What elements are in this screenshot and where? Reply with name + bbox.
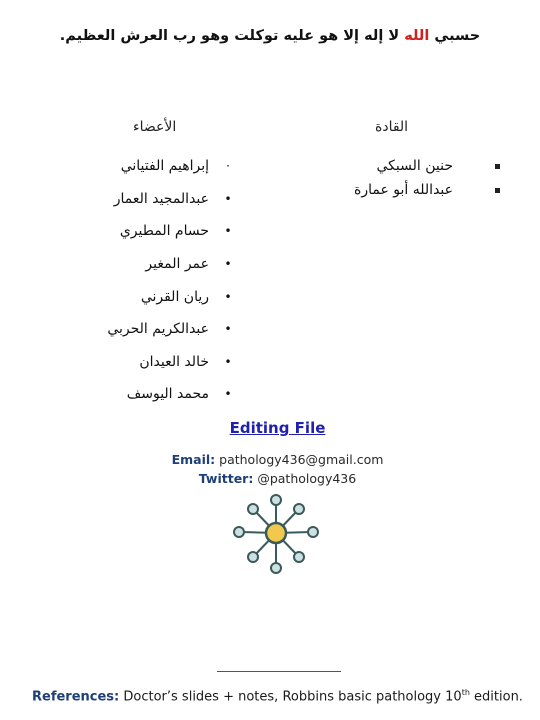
- square-bullet-icon: [495, 164, 500, 169]
- list-item: [354, 154, 500, 178]
- round-bullet-icon: •: [224, 224, 232, 239]
- editing-file-link[interactable]: Editing File: [229, 419, 326, 437]
- leaders-heading: القادة: [375, 119, 409, 135]
- references-superscript: th: [461, 688, 470, 697]
- dua-after: لا إله إلا هو عليه توكلت وهو رب العرش العظيم.: [59, 28, 400, 44]
- member-name: عبدالكريم الحربي: [107, 321, 209, 338]
- list-item: [107, 378, 235, 411]
- dua-heading: [0, 28, 540, 44]
- member-name: ريان القرني: [140, 288, 209, 305]
- round-bullet-icon: •: [224, 191, 232, 206]
- list-item: [354, 178, 500, 202]
- twitter-line: [0, 471, 540, 486]
- references-line: [32, 688, 532, 704]
- list-item: [107, 313, 235, 346]
- list-item: [107, 248, 235, 281]
- round-bullet-icon: •: [224, 387, 232, 402]
- dot-bullet-icon: ·: [226, 159, 230, 174]
- member-name: محمد اليوسف: [126, 386, 209, 403]
- dua-before: حسبي: [434, 28, 481, 44]
- network-hub-icon: [226, 490, 326, 580]
- round-bullet-icon: •: [224, 289, 232, 304]
- round-bullet-icon: •: [224, 354, 232, 369]
- list-item: [107, 280, 235, 313]
- leader-name: عبدالله أبو عمارة: [354, 182, 453, 198]
- references-text: Doctor’s slides + notes, Robbins basic pathology 10: [123, 689, 462, 705]
- list-item: [107, 215, 235, 248]
- members-heading: الأعضاء: [133, 119, 177, 135]
- list-item: [107, 150, 235, 183]
- email-address[interactable]: pathology436@gmail.com: [219, 452, 384, 467]
- round-bullet-icon: •: [224, 322, 232, 337]
- references-end: edition.: [469, 689, 523, 705]
- list-item: [107, 183, 235, 216]
- members-list: [107, 150, 235, 411]
- round-bullet-icon: •: [224, 257, 232, 272]
- member-name: إبراهيم الفتياني: [120, 158, 209, 175]
- footnote-divider: [217, 671, 341, 672]
- references-label: References:: [32, 689, 120, 705]
- list-item: [107, 346, 235, 379]
- email-label: Email:: [171, 452, 216, 467]
- leaders-list: [354, 154, 500, 202]
- leader-name: حنين السبكي: [376, 158, 453, 174]
- member-name: عمر المغير: [145, 256, 209, 273]
- dua-allah-word: الله: [404, 28, 430, 44]
- email-line: [0, 452, 540, 467]
- twitter-label: Twitter:: [198, 471, 254, 486]
- square-bullet-icon: [495, 188, 500, 193]
- member-name: عبدالمجيد العمار: [113, 190, 209, 207]
- twitter-handle[interactable]: @pathology436: [257, 471, 357, 486]
- member-name: حسام المطيري: [119, 223, 209, 240]
- member-name: خالد العيدان: [139, 353, 209, 370]
